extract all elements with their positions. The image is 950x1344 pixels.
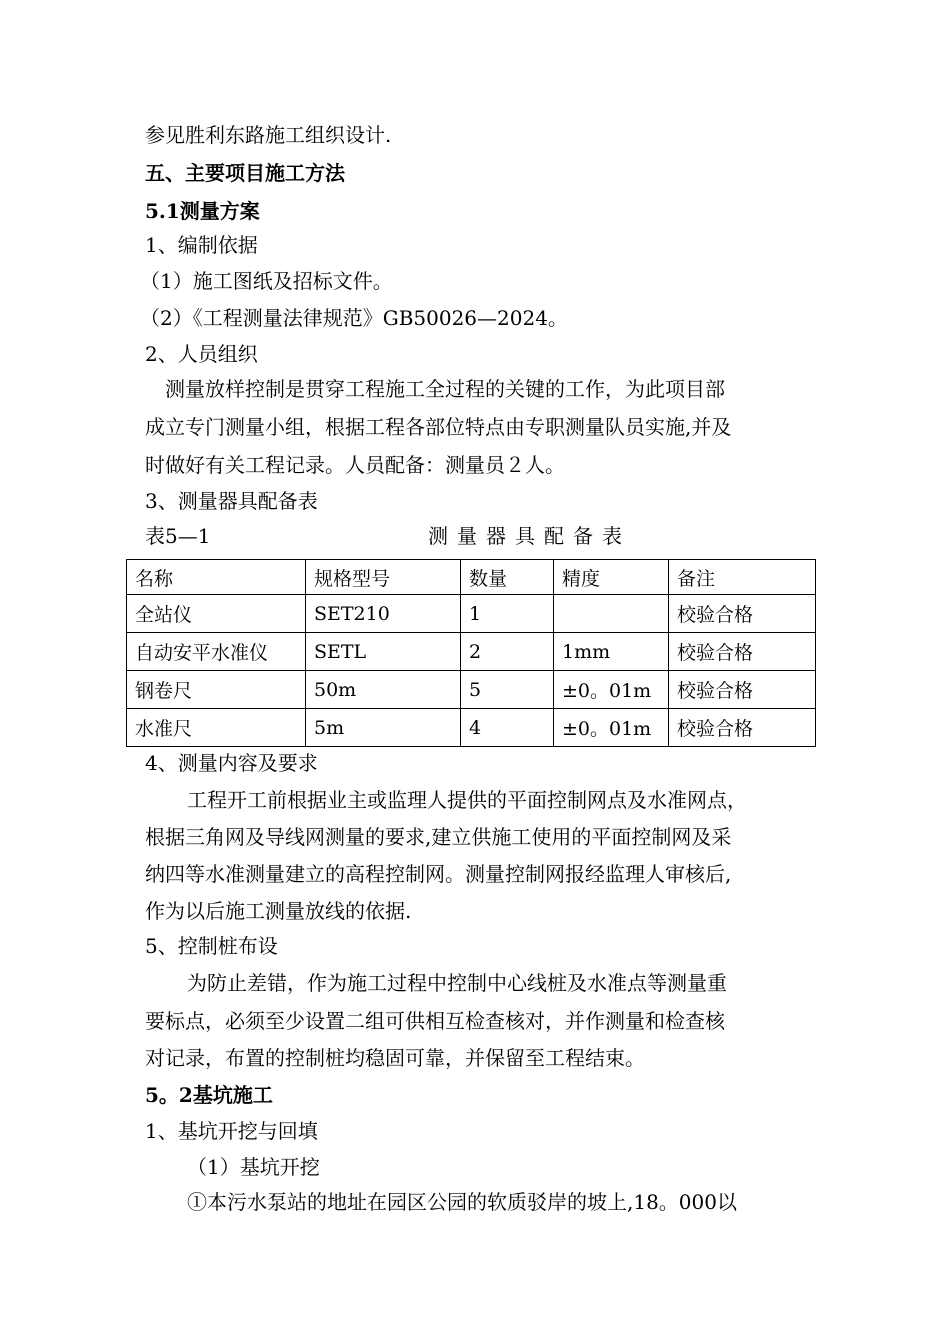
table-row	[127, 671, 816, 709]
table-cell: 校验合格	[669, 709, 816, 747]
table-cell: 5	[461, 671, 554, 709]
table-cell: 1mm	[554, 633, 669, 671]
list-item: （1）施工图纸及招标文件。	[140, 269, 393, 293]
table-cell	[554, 595, 669, 633]
table-cell: 校验合格	[669, 595, 816, 633]
item-heading: 1、基坑开挖与回填	[145, 1119, 318, 1143]
paragraph-line: ①本污水泵站的地址在园区公园的软质驳岸的坡上,18。000以	[187, 1190, 737, 1214]
table-title: 测量器具配备表	[428, 524, 631, 548]
header-cell: 规格型号	[306, 560, 461, 595]
table-cell: 全站仪	[127, 595, 306, 633]
table-cell: 2	[461, 633, 554, 671]
paragraph-line: 对记录，布置的控制桩均稳固可靠，并保留至工程结束。	[145, 1046, 645, 1070]
table-cell: 校验合格	[669, 633, 816, 671]
sub-item-heading: （1）基坑开挖	[187, 1155, 320, 1179]
paragraph-line: 测量放样控制是贯穿工程施工全过程的关键的工作，为此项目部	[165, 377, 725, 401]
paragraph-line: 为防止差错，作为施工过程中控制中心线桩及水准点等测量重	[187, 971, 727, 995]
paragraph-line: 纳四等水准测量建立的高程控制网。测量控制网报经监理人审核后,	[145, 862, 732, 886]
table-cell: 5m	[306, 709, 461, 747]
subsection-heading: 5.1测量方案	[145, 199, 260, 223]
table-cell: SETL	[306, 633, 461, 671]
table-header-row	[127, 560, 816, 595]
table-cell: 1	[461, 595, 554, 633]
item-heading: 5、控制桩布设	[145, 934, 278, 958]
table-cell: 50m	[306, 671, 461, 709]
table-cell: 水准尺	[127, 709, 306, 747]
table-row	[127, 709, 816, 747]
paragraph-line: 工程开工前根据业主或监理人提供的平面控制网点及水准网点，	[187, 788, 747, 812]
table-cell: ±0。01m	[554, 709, 669, 747]
header-cell: 精度	[554, 560, 669, 595]
table-cell: ±0。01m	[554, 671, 669, 709]
paragraph: 参见胜利东路施工组织设计.	[145, 123, 392, 147]
table-row	[127, 595, 816, 633]
table-number: 表5—1	[145, 524, 211, 548]
header-cell: 名称	[127, 560, 306, 595]
header-cell: 备注	[669, 560, 816, 595]
item-heading: 3、测量器具配备表	[145, 489, 318, 513]
paragraph-line: 作为以后施工测量放线的依据.	[145, 899, 412, 923]
paragraph-line: 时做好有关工程记录。人员配备：测量员２人。	[145, 453, 565, 477]
list-item: （2）《工程测量法律规范》GB50026—2024。	[140, 306, 568, 330]
paragraph-line: 要标点，必须至少设置二组可供相互检查核对，并作测量和检查核	[145, 1009, 725, 1033]
table-cell: 钢卷尺	[127, 671, 306, 709]
table-row	[127, 633, 816, 671]
section-heading: 五、主要项目施工方法	[145, 161, 345, 185]
table-cell: 自动安平水准仪	[127, 633, 306, 671]
table-cell: 4	[461, 709, 554, 747]
table-cell: 校验合格	[669, 671, 816, 709]
paragraph-line: 根据三角网及导线网测量的要求,建立供施工使用的平面控制网及采	[145, 825, 732, 849]
subsection-heading: 5。2基坑施工	[145, 1083, 273, 1107]
item-heading: 1、编制依据	[145, 233, 258, 257]
item-heading: 2、人员组织	[145, 342, 258, 366]
header-cell: 数量	[461, 560, 554, 595]
item-heading: 4、测量内容及要求	[145, 751, 318, 775]
table-cell: SET210	[306, 595, 461, 633]
paragraph-line: 成立专门测量小组，根据工程各部位特点由专职测量队员实施,并及	[145, 415, 732, 439]
equipment-table	[126, 559, 816, 747]
